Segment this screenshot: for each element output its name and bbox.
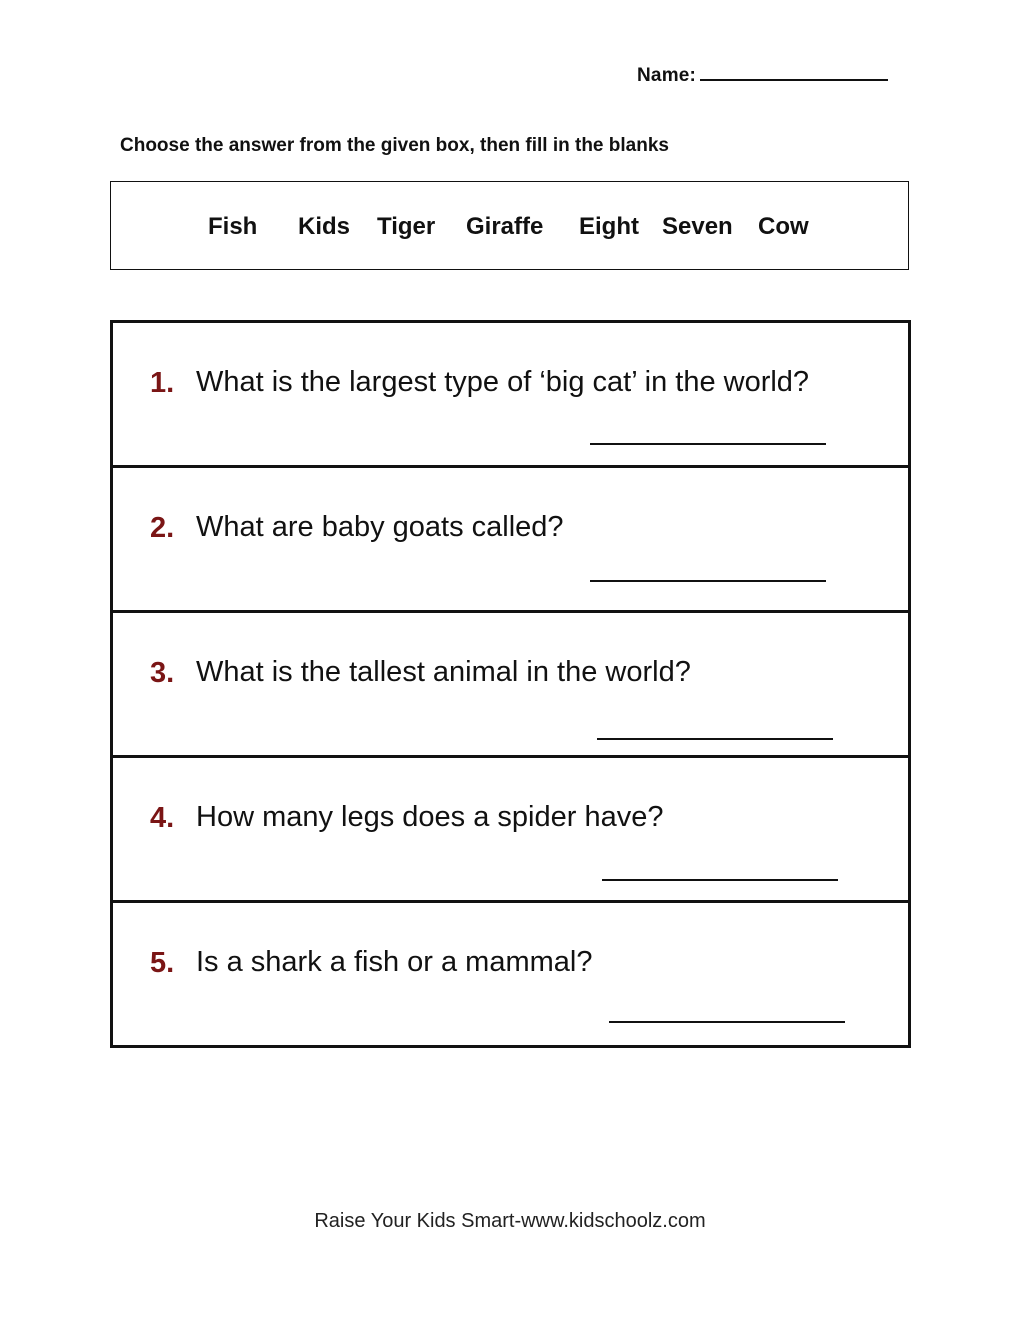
word-bank-item: Kids bbox=[298, 213, 351, 240]
question-row bbox=[113, 900, 908, 1048]
word-bank-item: Eight bbox=[579, 213, 639, 240]
word-bank-item: Fish bbox=[208, 213, 258, 240]
answer-blank-line[interactable] bbox=[609, 1021, 845, 1023]
name-blank-line[interactable] bbox=[700, 62, 888, 81]
question-number: 1. bbox=[150, 367, 175, 399]
word-bank-item: Cow bbox=[758, 213, 809, 240]
word-bank-box bbox=[110, 181, 909, 270]
question-row bbox=[113, 610, 908, 758]
answer-blank-line[interactable] bbox=[590, 443, 826, 445]
name-field bbox=[637, 62, 888, 87]
word-bank-item: Giraffe bbox=[466, 213, 544, 240]
question-number: 4. bbox=[150, 802, 175, 834]
word-bank-item: Tiger bbox=[377, 213, 436, 240]
question-row bbox=[113, 755, 908, 903]
question-text: What are baby goats called? bbox=[196, 511, 564, 543]
question-text: What is the tallest animal in the world? bbox=[196, 656, 691, 688]
question-text: How many legs does a spider have? bbox=[196, 801, 664, 833]
word-bank-item: Seven bbox=[662, 213, 733, 240]
question-text: What is the largest type of ‘big cat’ in the world? bbox=[196, 366, 810, 398]
footer-credit: Raise Your Kids Smart-www.kidschoolz.com bbox=[314, 1210, 706, 1232]
questions-table bbox=[110, 320, 911, 1048]
question-row bbox=[113, 465, 908, 613]
question-text: Is a shark a fish or a mammal? bbox=[196, 946, 593, 978]
question-number: 3. bbox=[150, 657, 175, 689]
answer-blank-line[interactable] bbox=[602, 879, 838, 881]
name-label: Name: bbox=[637, 65, 697, 86]
answer-blank-line[interactable] bbox=[597, 738, 833, 740]
question-row bbox=[113, 323, 908, 468]
instructions: Choose the answer from the given box, then fill in the blanks bbox=[120, 135, 669, 156]
question-number: 2. bbox=[150, 512, 175, 544]
answer-blank-line[interactable] bbox=[590, 580, 826, 582]
question-number: 5. bbox=[150, 947, 175, 979]
